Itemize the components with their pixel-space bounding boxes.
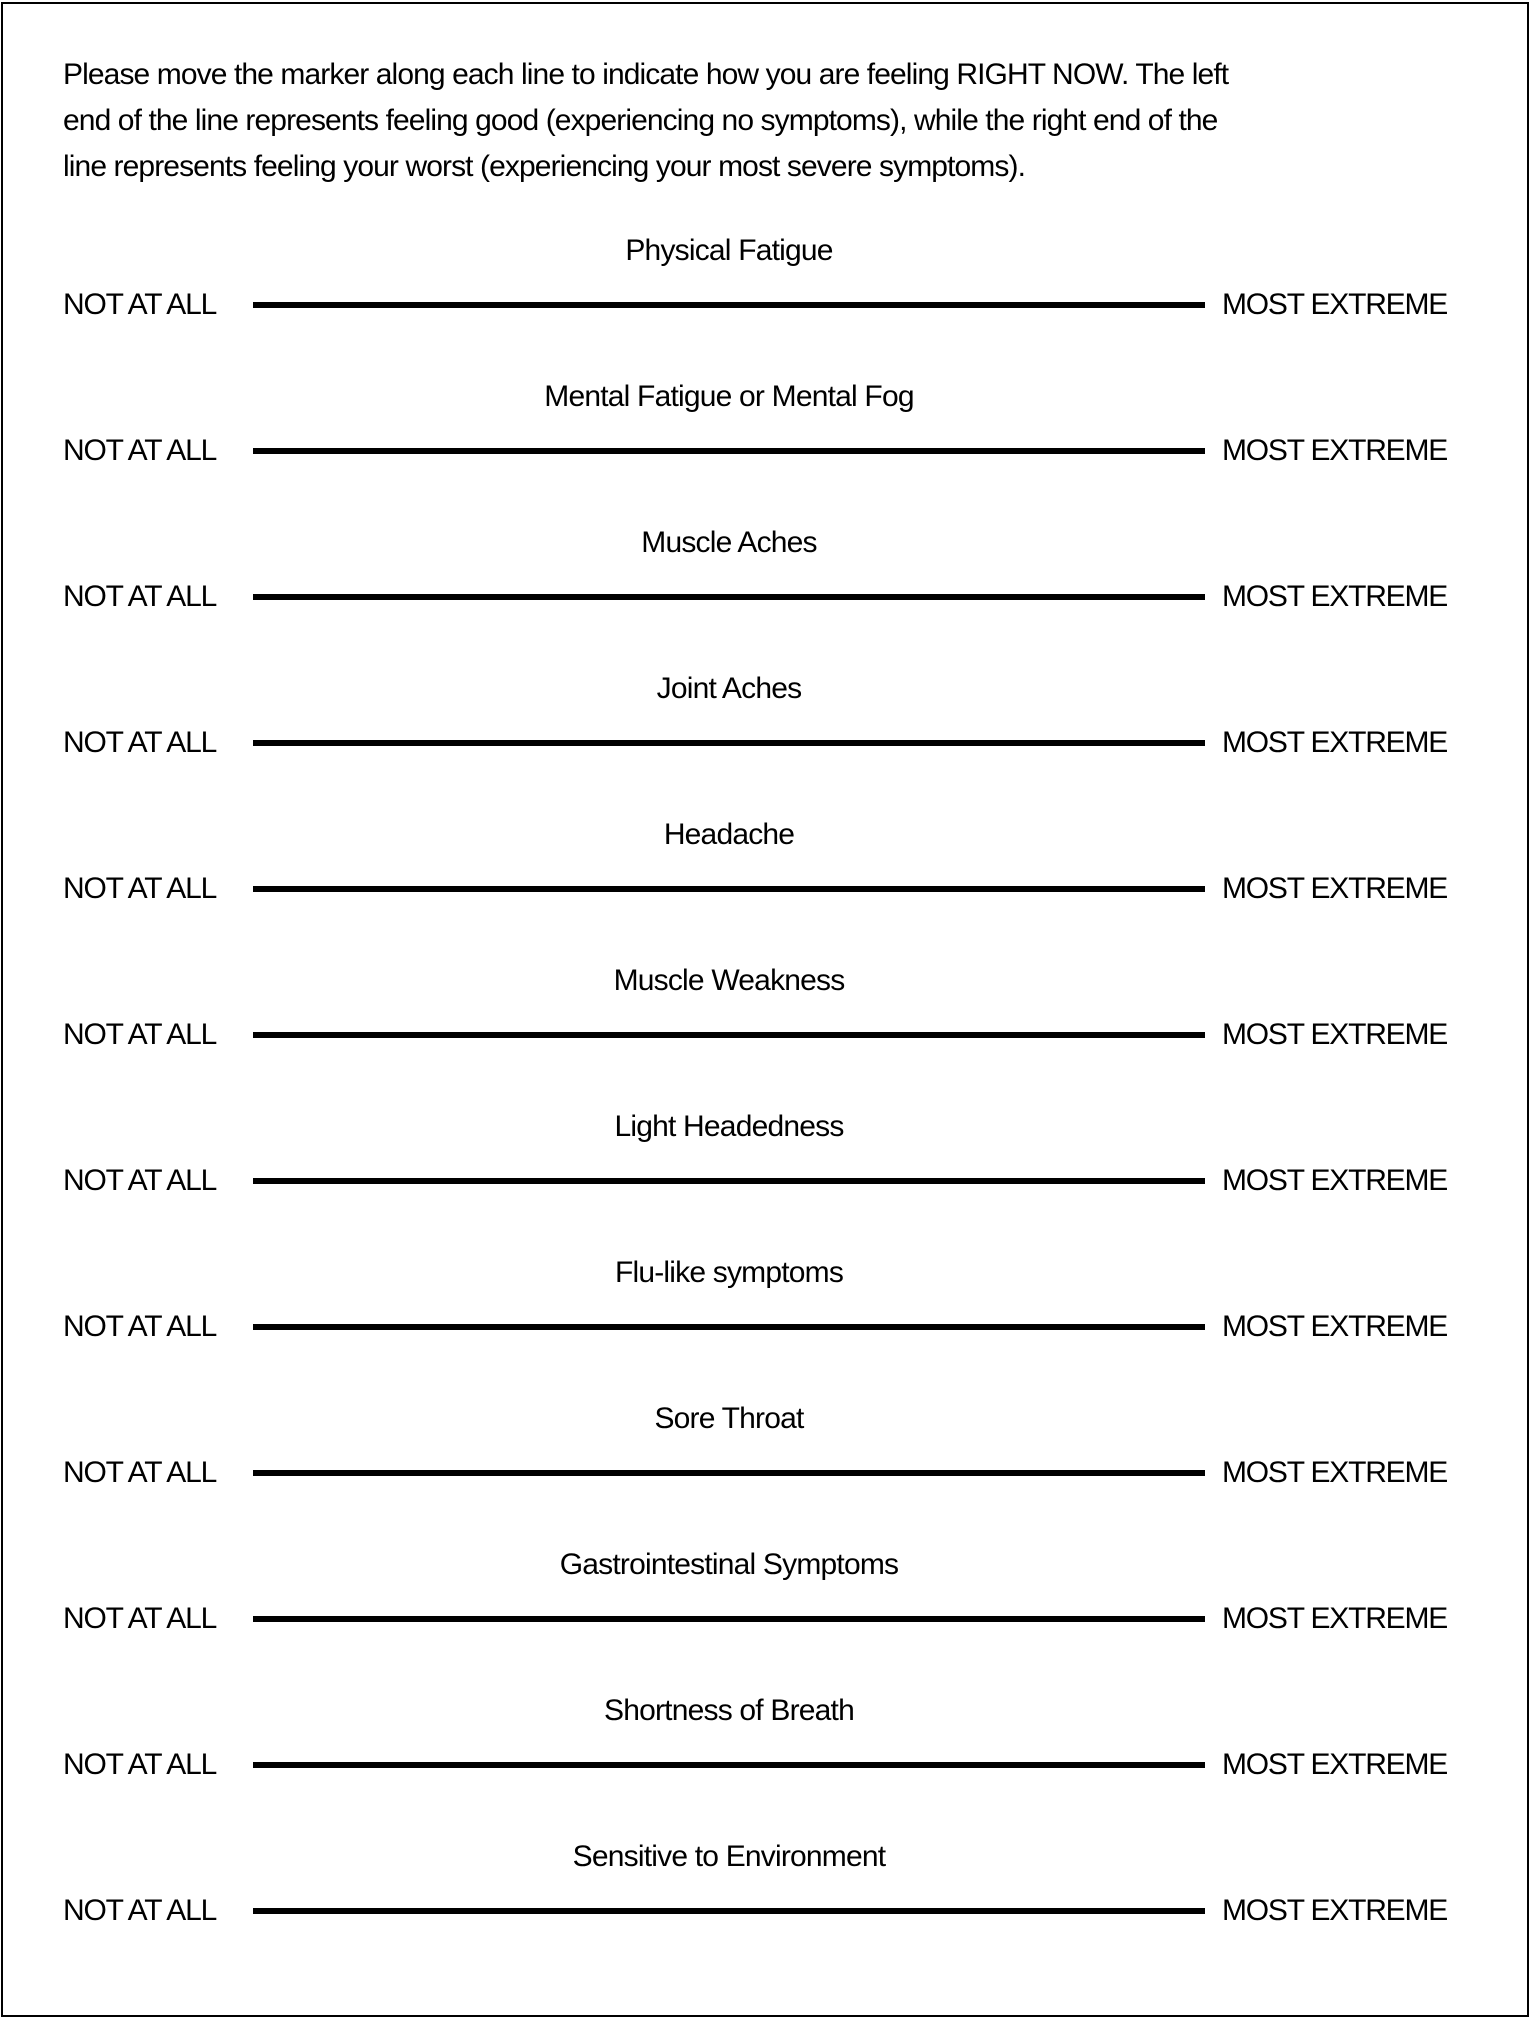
scale-row: [0, 1599, 1535, 1639]
anchor-not-at-all: NOT AT ALL: [63, 1310, 217, 1343]
visual-analog-slider[interactable]: [253, 448, 1205, 454]
anchor-most-extreme: MOST EXTREME: [1222, 288, 1448, 321]
anchor-not-at-all: NOT AT ALL: [63, 1456, 217, 1489]
scale-physical-fatigue: [0, 231, 1535, 377]
scale-row: [0, 869, 1535, 909]
anchor-most-extreme: MOST EXTREME: [1222, 1748, 1448, 1781]
visual-analog-slider[interactable]: [253, 1908, 1205, 1914]
visual-analog-slider[interactable]: [253, 1178, 1205, 1184]
scale-title: Gastrointestinal Symptoms: [559, 1548, 899, 1581]
visual-analog-slider[interactable]: [253, 1762, 1205, 1768]
anchor-not-at-all: NOT AT ALL: [63, 1018, 217, 1051]
scale-title: Joint Aches: [656, 672, 802, 705]
scale-title: Muscle Aches: [641, 526, 817, 559]
visual-analog-slider[interactable]: [253, 1470, 1205, 1476]
anchor-not-at-all: NOT AT ALL: [63, 580, 217, 613]
scale-row: [0, 723, 1535, 763]
anchor-most-extreme: MOST EXTREME: [1222, 726, 1448, 759]
scale-joint-aches: [0, 669, 1535, 815]
instructions-line-2: end of the line represents feeling good (experiencing no symptoms), while the right end of the: [63, 104, 1218, 137]
scale-flu-like-symptoms: [0, 1253, 1535, 1399]
anchor-not-at-all: NOT AT ALL: [63, 288, 217, 321]
scale-title: Sensitive to Environment: [572, 1840, 886, 1873]
scale-row: [0, 1161, 1535, 1201]
scale-title: Shortness of Breath: [604, 1694, 854, 1727]
anchor-most-extreme: MOST EXTREME: [1222, 1164, 1448, 1197]
scale-row: [0, 1307, 1535, 1347]
anchor-not-at-all: NOT AT ALL: [63, 872, 217, 905]
anchor-not-at-all: NOT AT ALL: [63, 1164, 217, 1197]
visual-analog-slider[interactable]: [253, 1616, 1205, 1622]
scale-row: [0, 285, 1535, 325]
instructions-line-3: line represents feeling your worst (experiencing your most severe symptoms).: [63, 150, 1026, 183]
scale-headache: [0, 815, 1535, 961]
visual-analog-slider[interactable]: [253, 1324, 1205, 1330]
anchor-most-extreme: MOST EXTREME: [1222, 1456, 1448, 1489]
anchor-most-extreme: MOST EXTREME: [1222, 434, 1448, 467]
scale-title: Sore Throat: [654, 1402, 804, 1435]
visual-analog-slider[interactable]: [253, 886, 1205, 892]
anchor-most-extreme: MOST EXTREME: [1222, 872, 1448, 905]
anchor-not-at-all: NOT AT ALL: [63, 726, 217, 759]
anchor-not-at-all: NOT AT ALL: [63, 1602, 217, 1635]
scale-sore-throat: [0, 1399, 1535, 1545]
scale-title: Muscle Weakness: [613, 964, 845, 997]
anchor-most-extreme: MOST EXTREME: [1222, 1602, 1448, 1635]
anchor-not-at-all: NOT AT ALL: [63, 1894, 217, 1927]
visual-analog-slider[interactable]: [253, 740, 1205, 746]
scale-muscle-weakness: [0, 961, 1535, 1107]
scale-title: Flu-like symptoms: [614, 1256, 844, 1289]
scale-sensitive-to-environment: [0, 1837, 1535, 1983]
scale-shortness-of-breath: [0, 1691, 1535, 1837]
visual-analog-slider[interactable]: [253, 594, 1205, 600]
anchor-most-extreme: MOST EXTREME: [1222, 580, 1448, 613]
anchor-most-extreme: MOST EXTREME: [1222, 1894, 1448, 1927]
scale-row: [0, 577, 1535, 617]
scale-row: [0, 1453, 1535, 1493]
scale-title: Mental Fatigue or Mental Fog: [544, 380, 914, 413]
anchor-most-extreme: MOST EXTREME: [1222, 1018, 1448, 1051]
scale-row: [0, 431, 1535, 471]
scale-gastrointestinal: [0, 1545, 1535, 1691]
visual-analog-slider[interactable]: [253, 1032, 1205, 1038]
scale-light-headedness: [0, 1107, 1535, 1253]
anchor-not-at-all: NOT AT ALL: [63, 434, 217, 467]
anchor-most-extreme: MOST EXTREME: [1222, 1310, 1448, 1343]
anchor-not-at-all: NOT AT ALL: [63, 1748, 217, 1781]
scale-title: Headache: [663, 818, 795, 851]
scale-row: [0, 1891, 1535, 1931]
scale-row: [0, 1015, 1535, 1055]
scale-row: [0, 1745, 1535, 1785]
scale-muscle-aches: [0, 523, 1535, 669]
visual-analog-slider[interactable]: [253, 302, 1205, 308]
instructions-line-1: Please move the marker along each line to indicate how you are feeling RIGHT NOW. The left: [63, 58, 1229, 91]
scale-title: Light Headedness: [614, 1110, 844, 1143]
scale-mental-fatigue: [0, 377, 1535, 523]
instructions-text: [63, 52, 1483, 190]
scale-title: Physical Fatigue: [625, 234, 833, 267]
